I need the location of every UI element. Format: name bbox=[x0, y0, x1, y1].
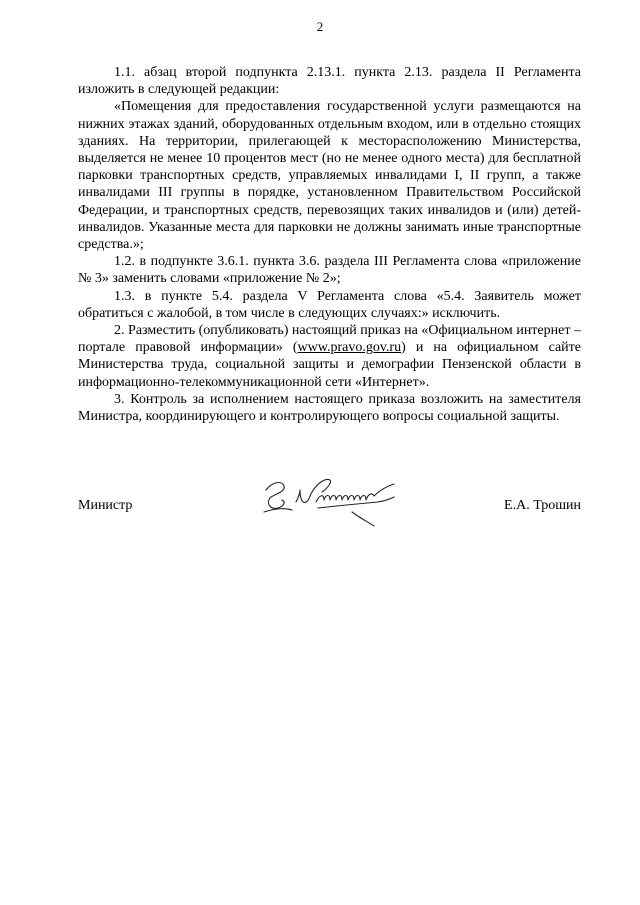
document-body bbox=[78, 64, 581, 425]
signer-name: Е.А. Трошин bbox=[504, 498, 581, 513]
paragraph-1-1: 1.1. абзац второй подпункта 2.13.1. пункта 2.13. раздела II Регламента изложить в следующей редакции: bbox=[78, 65, 581, 98]
pravo-link[interactable]: www.pravo.gov.ru bbox=[297, 340, 402, 356]
paragraph-control: 3. Контроль за исполнением настоящего приказа возложить на заместителя Министра, координирующего и контролирующего вопросы социальной защиты. bbox=[78, 391, 581, 425]
handwritten-signature bbox=[256, 468, 406, 530]
paragraph-1-3: 1.3. в пункте 5.4. раздела V Регламента слова «5.4. Заявитель может обратиться с жалобой, в том числе в следующих случаях:» исключить. bbox=[78, 288, 581, 321]
page-number: 2 bbox=[316, 19, 324, 34]
paragraph-quote: «Помещения для предоставления государственной услуги размещаются на нижних этажах зданий, оборудованных отдельным входом, или в отдельно стоящих зданиях. На территории, прилегающей к месторасположению Министерства, выделяется не менее 10 процентов мест (но не менее одного места) для бесплатной парковки транспортных средств, управляемых инвалидами I, II групп, а также инвалидами III группы в порядке, установленном Правительством Российской Федерации, и транспортных средств, перевозящих таких инвалидов и (или) детей-инвалидов. Указанные места для парковки не должны занимать иные транспортные средства.»; bbox=[78, 99, 581, 253]
paragraph-1-2: 1.2. в подпункте 3.6.1. пункта 3.6. раздела III Регламента слова «приложение № 3» заменить словами «приложение № 2»; bbox=[78, 254, 581, 287]
publication-text-before: 2. Разместить (опубликовать) настоящий приказ на «Официальном интернет – портале правовой информации» ( bbox=[78, 323, 581, 356]
paragraph-publication bbox=[78, 322, 581, 391]
publication-text-after: ) и на официальном сайте Министерства труда, социальной защиты и демографии Пензенской области в информационно-телекоммуникационной сети «Интернет». bbox=[78, 340, 581, 390]
signer-title: Министр bbox=[78, 498, 133, 513]
signature-block bbox=[78, 484, 581, 544]
